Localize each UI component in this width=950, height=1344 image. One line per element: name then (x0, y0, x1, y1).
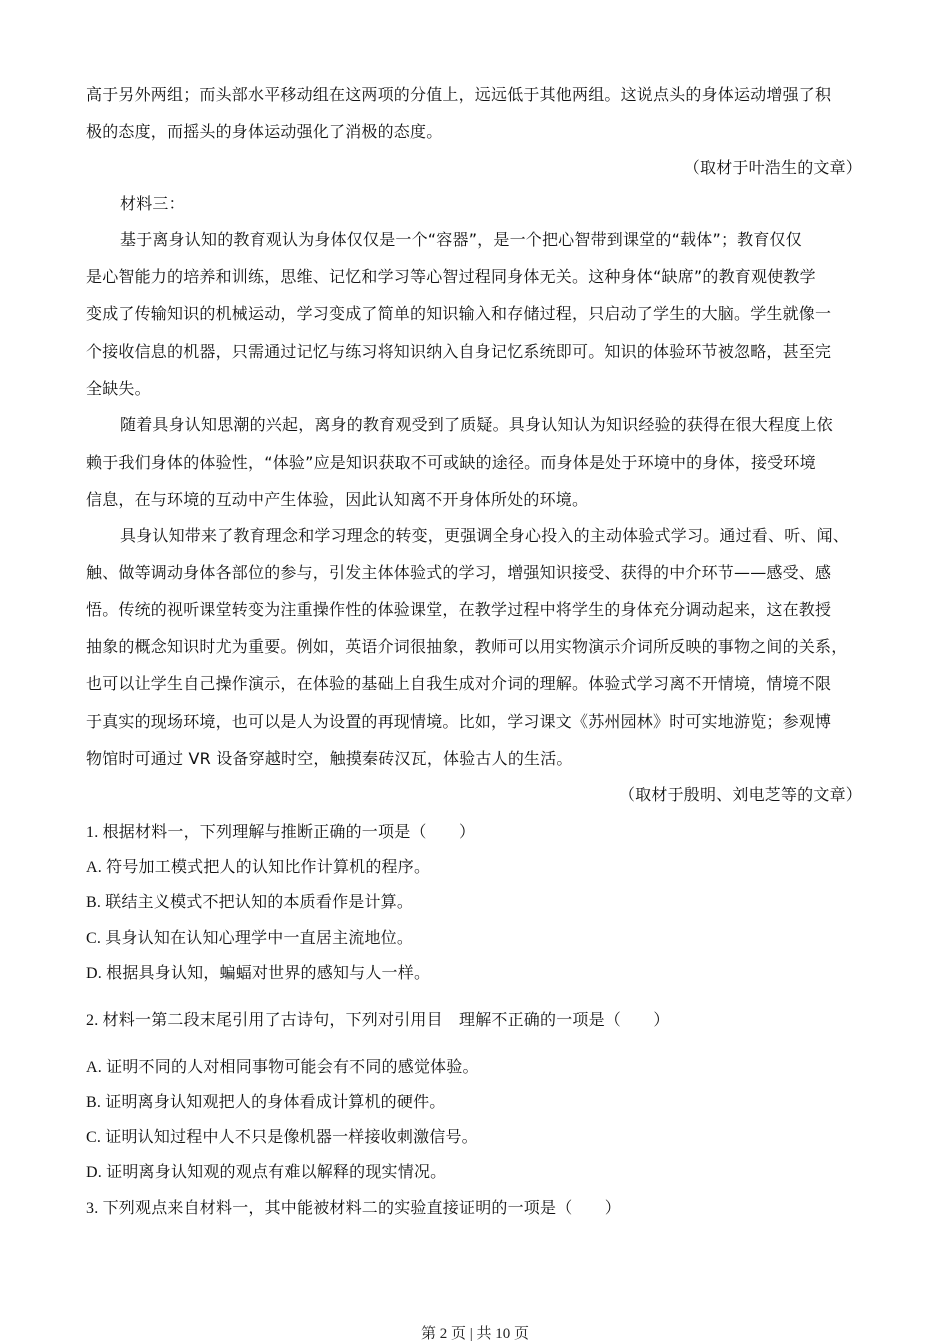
option-b: B. 联结主义模式不把认知的本质看作是计算。 (86, 894, 414, 911)
body-line: 个接收信息的机器，只需通过记忆与练习将知识纳入自身记忆系统即可。知识的体验环节被忽略，甚至完 (86, 342, 832, 361)
question-stem: 2. 材料一第二段末尾引用了古诗句，下列对引用目 理解不正确的一项是（ ） (86, 1012, 670, 1029)
body-line: 极的态度，而摇头的身体运动强化了消极的态度。 (86, 122, 443, 141)
body-line: 触、做等调动身体各部位的参与，引发主体体验式的学习，增强知识接受、获得的中介环节——感受、感 (86, 563, 832, 582)
option-b: B. 证明离身认知观把人的身体看成计算机的硬件。 (86, 1094, 446, 1111)
body-line: 于真实的现场环境，也可以是人为设置的再现情境。比如，学习课文《苏州园林》时可实地游览；参观博 (86, 712, 832, 731)
section-heading: 材料三： (120, 194, 185, 213)
body-line: 具身认知带来了教育理念和学习理念的转变，更强调全身心投入的主动体验式学习。通过看、听、闻、 (120, 526, 850, 545)
source-citation: （取材于殷明、刘电芝等的文章） (618, 785, 862, 804)
page-footer: 第 2 页 | 共 10 页 (420, 1326, 529, 1342)
body-line: 基于离身认知的教育观认为身体仅仅是一个“容器”，是一个把心智带到课堂的“载体”；教育仅仅 (120, 230, 802, 249)
option-c: C. 具身认知在认知心理学中一直居主流地位。 (86, 930, 414, 947)
option-c: C. 证明认知过程中人不只是像机器一样接收刺激信号。 (86, 1129, 478, 1146)
body-line: 是心智能力的培养和训练，思维、记忆和学习等心智过程同身体无关。这种身体“缺席”的教育观使教学 (86, 267, 816, 286)
body-line: 物馆时可通过 VR 设备穿越时空，触摸秦砖汉瓦，体验古人的生活。 (86, 749, 573, 768)
option-a: A. 符号加工模式把人的认知比作计算机的程序。 (86, 859, 431, 876)
body-line: 高于另外两组；而头部水平移动组在这两项的分值上，远远低于其他两组。这说点头的身体运动增强了积 (86, 85, 832, 104)
option-a: A. 证明不同的人对相同事物可能会有不同的感觉体验。 (86, 1059, 479, 1076)
body-line: 赖于我们身体的体验性，“体验”应是知识获取不可或缺的途径。而身体是处于环境中的身体，接受环境 (86, 453, 816, 472)
question-stem: 1. 根据材料一，下列理解与推断正确的一项是（ ） (86, 824, 476, 841)
body-line: 信息，在与环境的互动中产生体验，因此认知离不开身体所处的环境。 (86, 490, 589, 509)
source-citation: （取材于叶浩生的文章） (683, 158, 862, 177)
option-d: D. 证明离身认知观的观点有难以解释的现实情况。 (86, 1164, 447, 1181)
body-line: 悟。传统的视听课堂转变为注重操作性的体验课堂，在教学过程中将学生的身体充分调动起来，这在教授 (86, 600, 832, 619)
body-line: 也可以让学生自己操作演示，在体验的基础上自我生成对介词的理解。体验式学习离不开情境，情境不限 (86, 674, 832, 693)
body-line: 全缺失。 (86, 379, 151, 398)
body-line: 变成了传输知识的机械运动，学习变成了简单的知识输入和存储过程，只启动了学生的大脑。学生就像一 (86, 304, 832, 323)
option-d: D. 根据具身认知，蝙蝠对世界的感知与人一样。 (86, 965, 431, 982)
body-line: 随着具身认知思潮的兴起，离身的教育观受到了质疑。具身认知认为知识经验的获得在很大程度上依 (120, 415, 833, 434)
question-stem: 3. 下列观点来自材料一，其中能被材料二的实验直接证明的一项是（ ） (86, 1200, 622, 1217)
body-line: 抽象的概念知识时尤为重要。例如，英语介词很抽象，教师可以用实物演示介词所反映的事物之间的关系， (86, 637, 848, 656)
